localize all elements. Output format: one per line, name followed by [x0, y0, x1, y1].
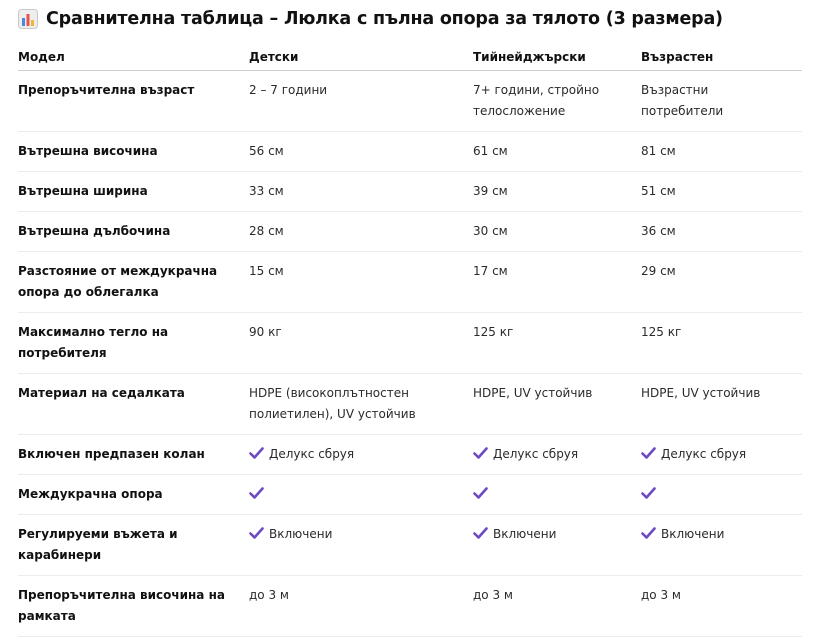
table-cell	[473, 435, 641, 475]
header-kids: Детски	[249, 44, 473, 71]
table-row	[18, 132, 802, 172]
table-cell: 33 см	[249, 172, 473, 212]
table-cell: до 3 м	[641, 576, 802, 637]
table-cell: 7+ години, стройно телосложение	[473, 71, 641, 132]
table-cell	[641, 475, 802, 515]
table-cell: до 3 м	[249, 576, 473, 637]
row-label: Препоръчителна възраст	[18, 71, 249, 132]
table-row	[18, 435, 802, 475]
table-cell	[249, 515, 473, 576]
table-cell: HDPE (високоплътностен полиетилен), UV устойчив	[249, 374, 473, 435]
page-title	[18, 9, 723, 29]
table-row	[18, 576, 802, 637]
row-label: Препоръчителна височина на рамката	[18, 576, 249, 637]
table-cell: HDPE, UV устойчив	[473, 374, 641, 435]
table-header-row	[18, 44, 802, 71]
header-model: Модел	[18, 44, 249, 71]
table-cell: 29 см	[641, 252, 802, 313]
row-label: Разстояние от междукрачна опора до облегалка	[18, 252, 249, 313]
table-row	[18, 172, 802, 212]
row-label: Вътрешна дълбочина	[18, 212, 249, 252]
cell-text: Делукс сбруя	[269, 447, 355, 461]
row-label: Междукрачна опора	[18, 475, 249, 515]
table-cell: 15 см	[249, 252, 473, 313]
comparison-table	[18, 44, 802, 637]
table-row	[18, 515, 802, 576]
table-cell: 61 см	[473, 132, 641, 172]
table-cell: 2 – 7 години	[249, 71, 473, 132]
checkmark-icon	[473, 527, 488, 539]
table-cell: 90 кг	[249, 313, 473, 374]
cell-text: Делукс сбруя	[661, 447, 747, 461]
row-label: Максимално тегло на потребителя	[18, 313, 249, 374]
cell-text: Делукс сбруя	[493, 447, 579, 461]
row-label: Вътрешна ширина	[18, 172, 249, 212]
cell-text: Включени	[661, 527, 725, 541]
table-cell	[249, 475, 473, 515]
table-cell: 28 см	[249, 212, 473, 252]
table-cell: 30 см	[473, 212, 641, 252]
table-row	[18, 252, 802, 313]
cell-text: Включени	[493, 527, 557, 541]
table-cell: 51 см	[641, 172, 802, 212]
table-cell: 56 см	[249, 132, 473, 172]
table-cell	[641, 435, 802, 475]
checkmark-icon	[641, 527, 656, 539]
checkmark-icon	[473, 487, 488, 499]
table-cell: 36 см	[641, 212, 802, 252]
table-cell: 81 см	[641, 132, 802, 172]
table-cell	[473, 475, 641, 515]
table-cell: до 3 м	[473, 576, 641, 637]
row-label: Регулируеми въжета и карабинери	[18, 515, 249, 576]
header-adult: Възрастен	[641, 44, 802, 71]
checkmark-icon	[641, 487, 656, 499]
table-cell	[249, 435, 473, 475]
checkmark-icon	[473, 447, 488, 459]
table-row	[18, 374, 802, 435]
table-cell: 125 кг	[641, 313, 802, 374]
table-cell: HDPE, UV устойчив	[641, 374, 802, 435]
row-label: Включен предпазен колан	[18, 435, 249, 475]
table-cell: 125 кг	[473, 313, 641, 374]
row-label: Материал на седалката	[18, 374, 249, 435]
table-body	[18, 71, 802, 637]
table-row	[18, 71, 802, 132]
title-text: Сравнителна таблица – Люлка с пълна опора за тялото (3 размера)	[46, 9, 723, 29]
table-row	[18, 313, 802, 374]
table-cell	[473, 515, 641, 576]
bar-chart-icon	[18, 9, 38, 29]
table-cell: 17 см	[473, 252, 641, 313]
header-teen: Тийнейджърски	[473, 44, 641, 71]
table-cell	[641, 515, 802, 576]
checkmark-icon	[249, 447, 264, 459]
checkmark-icon	[641, 447, 656, 459]
table-row	[18, 475, 802, 515]
cell-text: Включени	[269, 527, 333, 541]
checkmark-icon	[249, 487, 264, 499]
checkmark-icon	[249, 527, 264, 539]
row-label: Вътрешна височина	[18, 132, 249, 172]
table-cell: Възрастни потребители	[641, 71, 802, 132]
table-row	[18, 212, 802, 252]
table-cell: 39 см	[473, 172, 641, 212]
